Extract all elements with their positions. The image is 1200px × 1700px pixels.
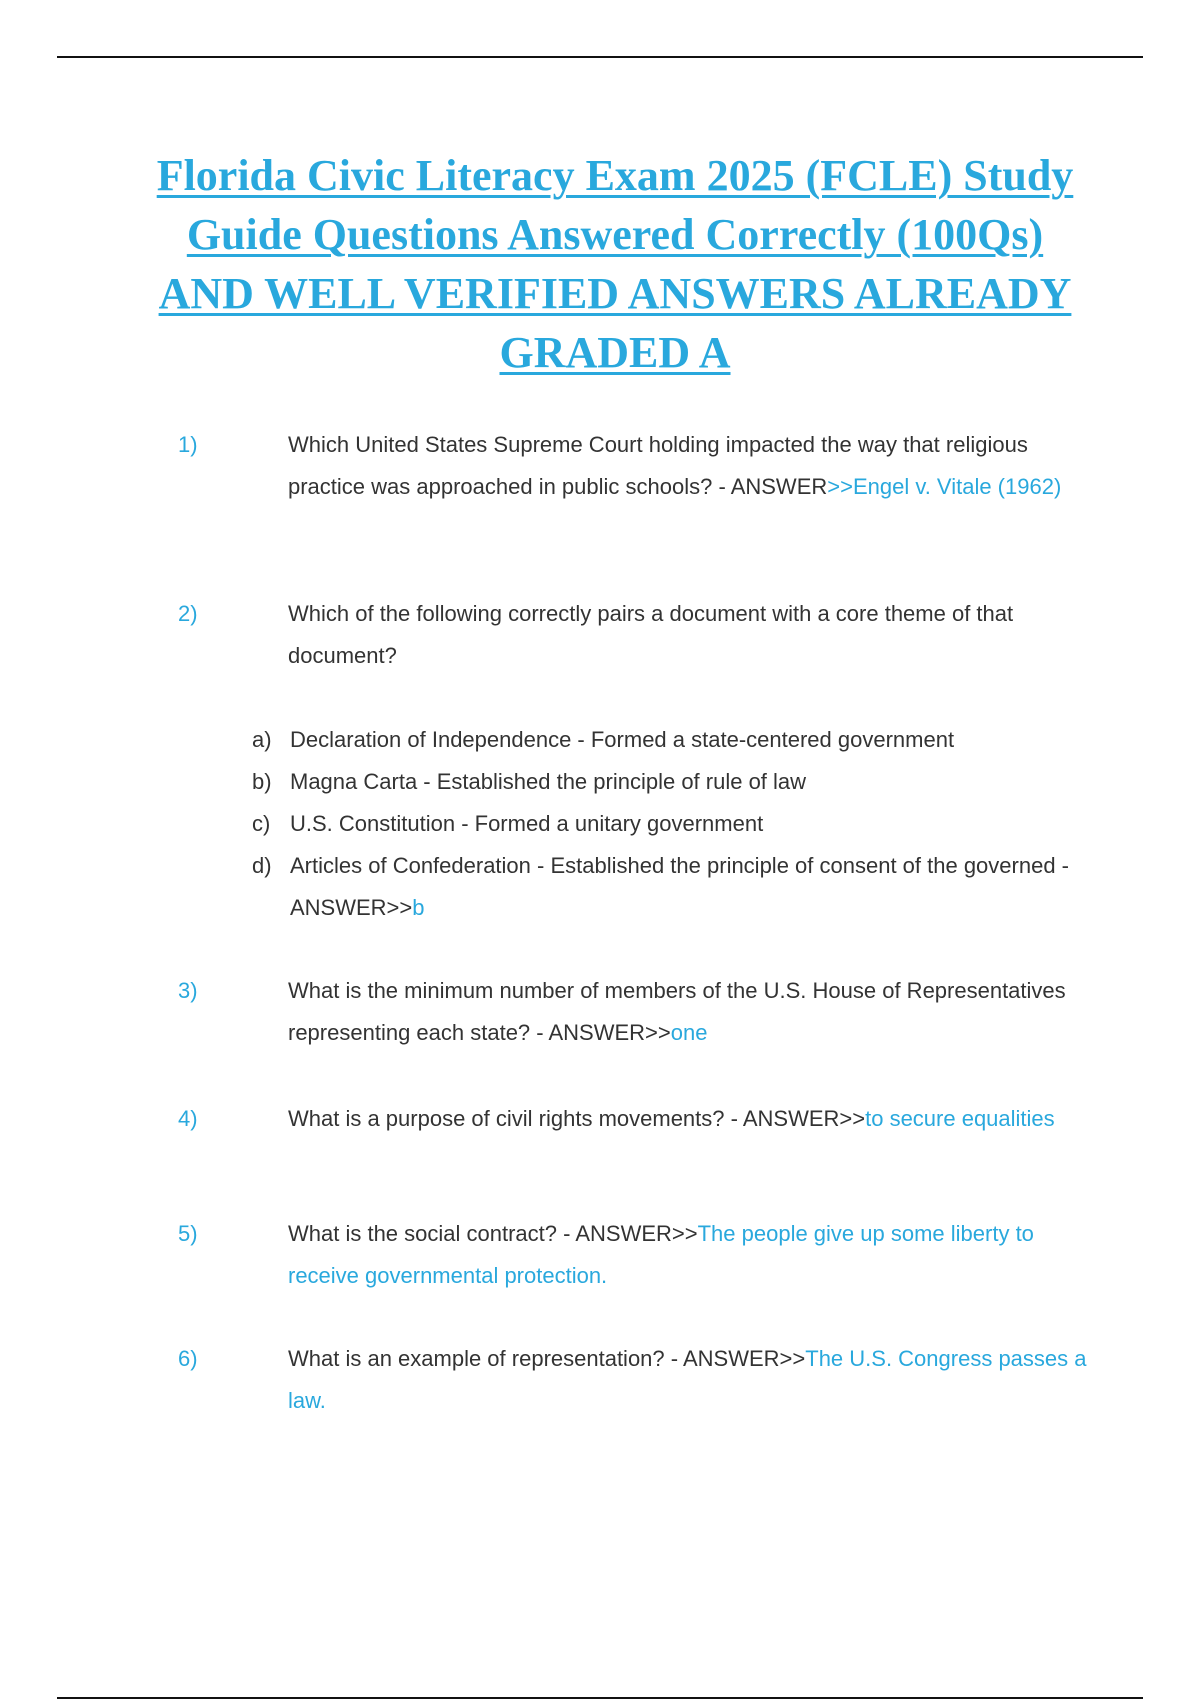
question-answer: b [412, 895, 425, 920]
bottom-rule [57, 1697, 1143, 1699]
question-prompt: What is a purpose of civil rights movements? - ANSWER>> [288, 1106, 866, 1131]
option-letter: b) [252, 769, 272, 794]
option-text: U.S. Constitution - Formed a unitary government [290, 811, 764, 836]
option-text: Articles of Confederation - Established the principle of consent of the governed - ANSWER>> [290, 853, 1070, 920]
question-text [288, 1338, 1098, 1422]
option-item [252, 803, 1102, 845]
question-text [288, 970, 1098, 1054]
question-number: 1) [178, 432, 198, 457]
question-prompt: What is an example of representation? - ANSWER>> [288, 1346, 806, 1371]
question-number: 2) [178, 601, 198, 626]
question-number: 5) [178, 1221, 198, 1246]
option-letter: d) [252, 853, 272, 878]
top-rule [57, 56, 1143, 58]
question-answer: The people give up some liberty to receive governmental protection. [288, 1221, 1034, 1288]
option-letter: c) [252, 811, 271, 836]
question-text [288, 593, 1098, 677]
question-text [288, 424, 1098, 508]
option-letter: a) [252, 727, 272, 752]
option-item [252, 761, 1102, 803]
question-number: 6) [178, 1346, 198, 1371]
question-answer: one [670, 1020, 708, 1045]
question-text [288, 1104, 1098, 1134]
question-number: 3) [178, 978, 198, 1003]
option-item [252, 719, 1102, 761]
question-prompt: Which United States Supreme Court holding impacted the way that religious practice was approached in public schools? - ANSWER [288, 432, 1028, 499]
question-answer: The U.S. Congress passes a law. [288, 1346, 1087, 1413]
option-text: Declaration of Independence - Formed a state-centered government [290, 727, 955, 752]
question-prompt: What is the social contract? - ANSWER>> [288, 1221, 698, 1246]
document-title: Florida Civic Literacy Exam 2025 (FCLE) Study Guide Questions Answered Correctly (100Qs) AND WELL VERIFIED ANSWERS ALREADY GRADED A [156, 151, 1074, 377]
question-text [288, 1213, 1098, 1297]
question-prompt: Which of the following correctly pairs a document with a core theme of that document? [288, 601, 1014, 668]
option-item [252, 845, 1102, 929]
option-text: Magna Carta - Established the principle of rule of law [290, 769, 807, 794]
answer-options [252, 719, 1102, 929]
question-prompt: What is the minimum number of members of the U.S. House of Representatives representing each state? - ANSWER>> [288, 978, 1066, 1045]
question-answer: to secure equalities [865, 1106, 1055, 1131]
question-number: 4) [178, 1106, 198, 1131]
question-answer: >>Engel v. Vitale (1962) [827, 474, 1062, 499]
